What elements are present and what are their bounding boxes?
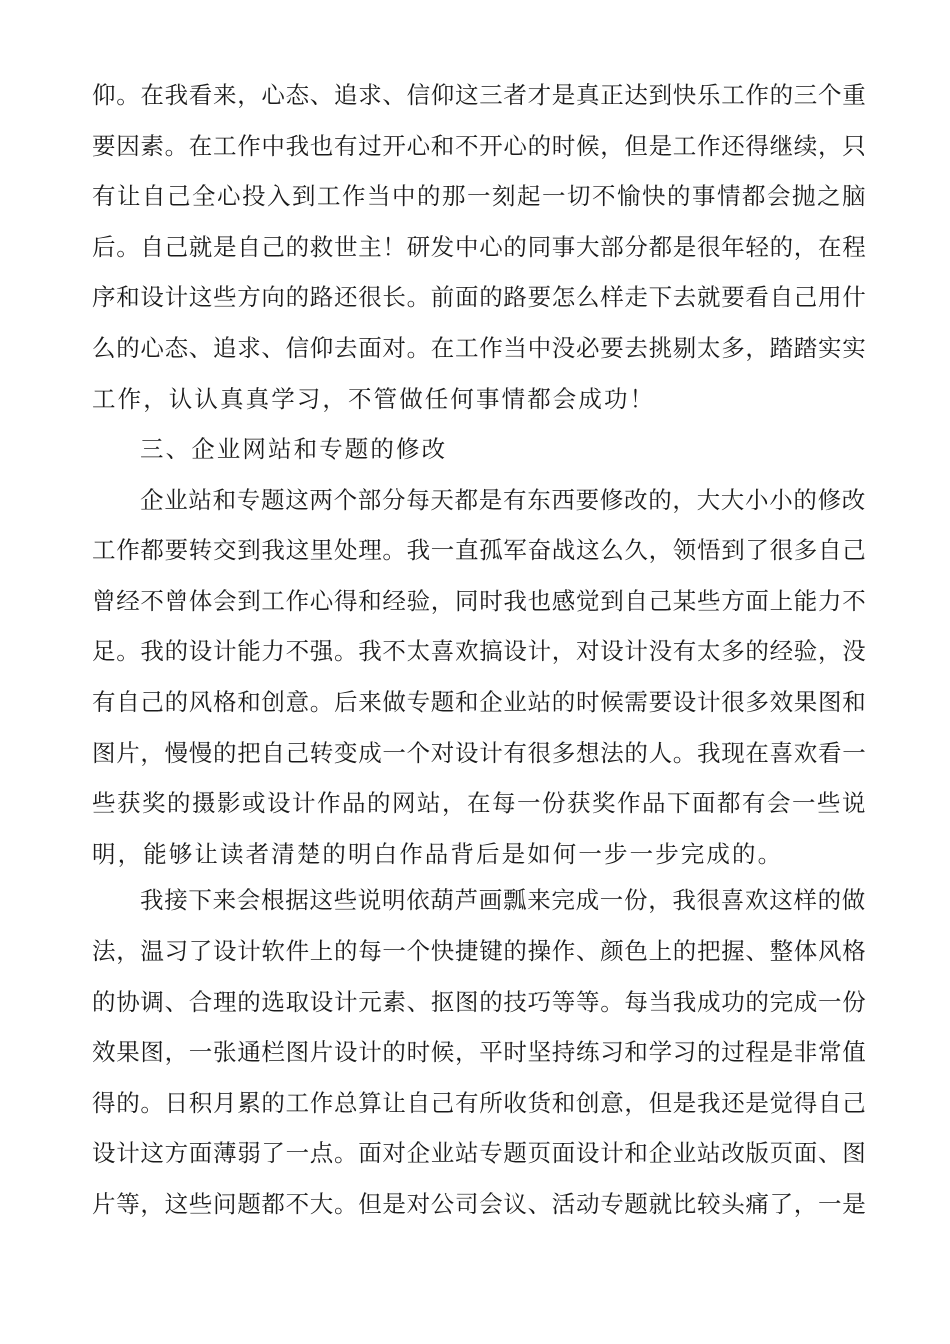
- text-line: 有自己的风格和创意。后来做专题和企业站的时候需要设计很多效果图和: [92, 688, 867, 716]
- section-heading: 三、企业网站和专题的修改: [140, 435, 448, 463]
- text-line: 仰。在我看来，心态、追求、信仰这三者才是真正达到快乐工作的三个重: [92, 81, 867, 109]
- text-line: 有让自己全心投入到工作当中的那一刻起一切不愉快的事情都会抛之脑: [92, 182, 867, 210]
- text-line: 法，温习了设计软件上的每一个快捷键的操作、颜色上的把握、整体风格: [92, 937, 867, 965]
- paragraph-start-line: 我接下来会根据这些说明依葫芦画瓢来完成一份，我很喜欢这样的做: [140, 886, 866, 914]
- text-line: 片等，这些问题都不大。但是对公司会议、活动专题就比较头痛了，一是: [92, 1190, 867, 1218]
- text-line: 么的心态、追求、信仰去面对。在工作当中没必要去挑剔太多，踏踏实实: [92, 334, 867, 362]
- text-line: 曾经不曾体会到工作心得和经验，同时我也感觉到自己某些方面上能力不: [92, 587, 867, 615]
- text-line: 设计这方面薄弱了一点。面对企业站专题页面设计和企业站改版页面、图: [92, 1139, 867, 1167]
- text-line: 些获奖的摄影或设计作品的网站，在每一份获奖作品下面都有会一些说: [92, 789, 867, 817]
- text-line: 序和设计这些方向的路还很长。前面的路要怎么样走下去就要看自己用什: [92, 283, 867, 311]
- text-line: 工作都要转交到我这里处理。我一直孤军奋战这么久，领悟到了很多自己: [92, 536, 867, 564]
- text-line: 工作，认认真真学习，不管做任何事情都会成功！: [92, 385, 656, 413]
- text-line: 明，能够让读者清楚的明白作品背后是如何一步一步完成的。: [92, 840, 784, 868]
- text-line: 后。自己就是自己的救世主！研发中心的同事大部分都是很年轻的，在程: [92, 233, 867, 261]
- text-line: 的协调、合理的选取设计元素、抠图的技巧等等。每当我成功的完成一份: [92, 988, 867, 1016]
- text-line: 得的。日积月累的工作总算让自己有所收货和创意，但是我还是觉得自己: [92, 1089, 867, 1117]
- text-line: 要因素。在工作中我也有过开心和不开心的时候，但是工作还得继续，只: [92, 132, 867, 160]
- text-line: 足。我的设计能力不强。我不太喜欢搞设计，对设计没有太多的经验，没: [92, 637, 867, 665]
- paragraph-start-line: 企业站和专题这两个部分每天都是有东西要修改的，大大小小的修改: [140, 486, 866, 514]
- text-line: 效果图，一张通栏图片设计的时候，平时坚持练习和学习的过程是非常值: [92, 1038, 867, 1066]
- text-line: 图片，慢慢的把自己转变成一个对设计有很多想法的人。我现在喜欢看一: [92, 739, 867, 767]
